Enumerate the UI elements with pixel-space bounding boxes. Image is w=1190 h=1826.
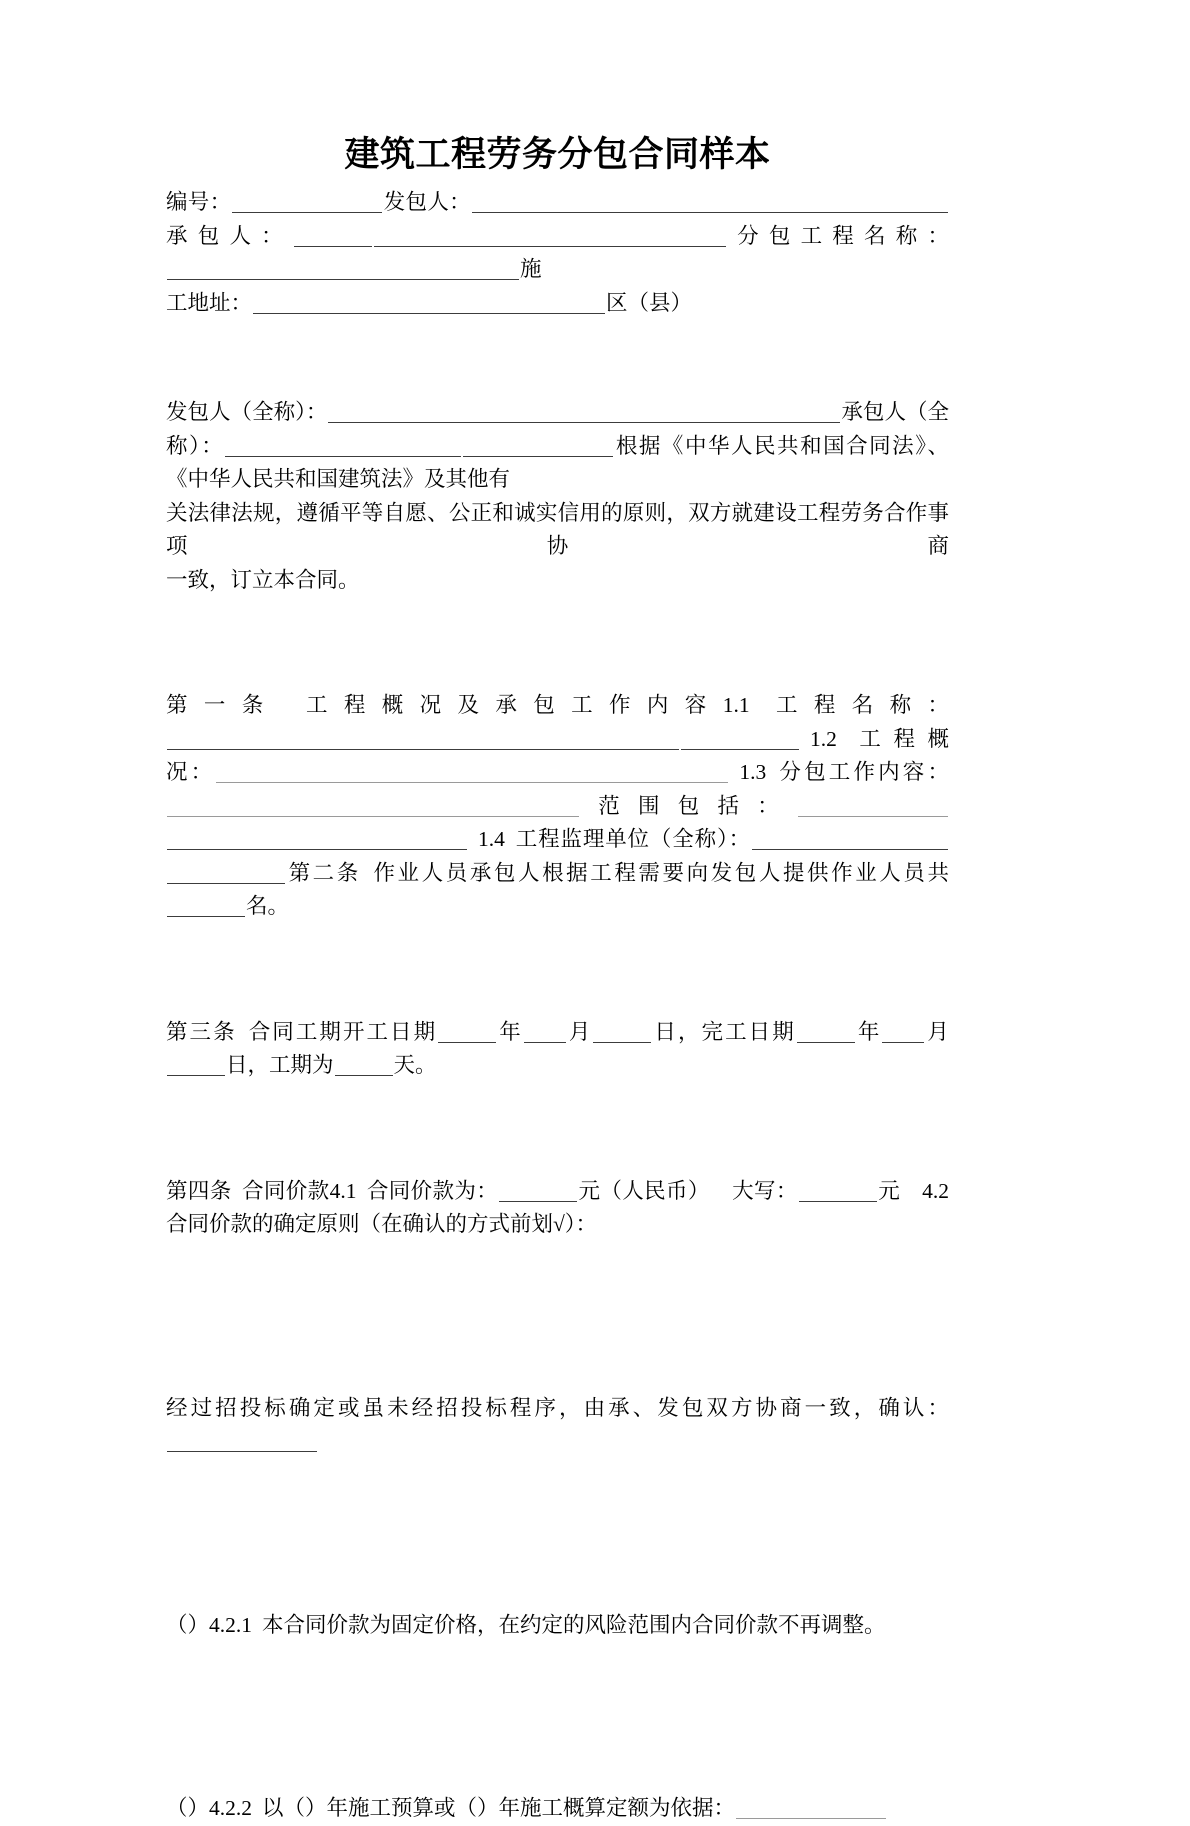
site-address-input-blank[interactable]	[253, 293, 605, 314]
header-fields-block	[166, 186, 949, 287]
contract-price-input-blank[interactable]	[499, 1181, 577, 1202]
preamble-line-3: 一致，订立本合同。	[166, 567, 360, 592]
start-year-input-blank[interactable]	[438, 1022, 496, 1043]
clause-4-2-1-text: 本合同价款为固定价格，在约定的风险范围内合同价款不再调整。	[262, 1612, 886, 1637]
article-three-block	[166, 1016, 949, 1083]
article-one-block	[166, 689, 949, 924]
finish-month-input-blank[interactable]	[882, 1022, 924, 1043]
article-two-body-part2: 名。	[246, 894, 290, 918]
clause-4-2-1-block	[166, 1609, 949, 1643]
subproject-name-input-blank[interactable]	[167, 259, 519, 280]
capital-amount-label: 大写：	[731, 1178, 798, 1203]
finish-day-input-blank[interactable]	[167, 1055, 225, 1076]
clause-4-2-2-number: 4.2.2	[209, 1796, 253, 1820]
supervisor-unit-input-blank-cont[interactable]	[167, 863, 285, 884]
clause-4-2-2-basis-input-blank[interactable]	[736, 1798, 886, 1819]
scope-input-blank-cont[interactable]	[167, 829, 467, 850]
currency-unit-2: 元	[877, 1178, 901, 1203]
contractor-label: 承包人：	[166, 223, 293, 248]
project-name-input-blank-cont[interactable]	[681, 729, 799, 750]
finish-year-input-blank[interactable]	[797, 1022, 855, 1043]
subproject-name-label: 分包工程名称：	[726, 223, 949, 248]
currency-unit: 元（人民币）	[578, 1178, 710, 1203]
spacer-after-bidding	[166, 1459, 949, 1551]
contractor-full-input-blank-cont[interactable]	[463, 436, 613, 457]
article-two-body-part1: 承包人根据工程需要向发包人提供作业人员共	[469, 860, 949, 885]
supervisor-unit-input-blank[interactable]	[752, 829, 948, 850]
finish-month-unit: 月	[925, 1019, 949, 1044]
contractor-full-label: 承包人（全称）：	[166, 400, 949, 458]
item-1-2-label: 工程概况：	[166, 726, 949, 784]
site-address-label: 工地址：	[166, 290, 253, 315]
scope-label: 范围包括：	[580, 793, 797, 818]
clause-4-2-2-checkbox[interactable]: （）	[166, 1796, 210, 1820]
preamble-line-2-row	[166, 497, 949, 564]
finish-date-label: 完工日期	[701, 1019, 796, 1044]
item-1-3-number: 1.3	[739, 760, 767, 784]
spacer-after-article-three	[166, 1083, 949, 1175]
spacer-extra-1	[166, 1334, 949, 1392]
bidding-clause-block	[166, 1392, 949, 1459]
item-1-1-number: 1.1	[722, 693, 750, 717]
clause-4-2-1-number: 4.2.1	[209, 1612, 253, 1637]
start-year-unit: 年	[497, 1019, 523, 1044]
item-1-3-label-part1: 分	[776, 760, 805, 784]
preamble-line-1: 根据《中华人民共和国合同法》、《中华人民共和国建筑法》及其他有	[166, 433, 949, 491]
page-title: 建筑工程劳务分包合同样本	[344, 135, 771, 174]
spacer-extra-3	[166, 1734, 949, 1792]
article-one-title: 工程概况及承包工作内容	[289, 693, 723, 717]
finish-year-unit: 年	[855, 1019, 882, 1044]
bidding-clause-text: 经过招投标确定或虽未经招投标程序，由承、发包双方协商一致，确认：	[166, 1395, 949, 1420]
start-month-input-blank[interactable]	[524, 1022, 566, 1043]
parties-block	[166, 396, 949, 497]
article-four-block	[166, 1175, 949, 1242]
number-input-blank[interactable]	[232, 192, 382, 213]
district-label: 区（县）	[606, 290, 693, 315]
employer-label: 发包人：	[383, 190, 471, 214]
capital-amount-input-blank[interactable]	[799, 1181, 877, 1202]
document-body	[166, 132, 949, 1826]
item-1-4-label: 工程监理单位（全称）：	[514, 827, 751, 851]
start-day-unit: 日，	[652, 1019, 702, 1044]
subcontract-work-input-blank[interactable]	[167, 796, 579, 817]
project-name-input-blank[interactable]	[167, 729, 679, 750]
bidding-confirm-input-blank[interactable]	[167, 1431, 317, 1452]
article-two-heading: 第二条	[286, 860, 361, 885]
item-1-1-label: 工程名称：	[759, 693, 949, 717]
start-date-label: 开工日期	[342, 1019, 438, 1044]
contractor-input-blank-cont[interactable]	[374, 226, 726, 247]
clause-4-2-2-block	[166, 1792, 949, 1826]
spacer-extra-2	[166, 1551, 949, 1609]
clause-4-2-1-checkbox[interactable]: （）	[166, 1612, 210, 1637]
site-prefix: 施	[520, 257, 542, 281]
spacer-after-article-two	[166, 924, 949, 1016]
article-two-title: 作业人员	[370, 860, 470, 885]
scope-input-blank[interactable]	[798, 796, 948, 817]
duration-days-unit: 天。	[393, 1053, 437, 1077]
item-4-1-number: 4.1	[329, 1178, 357, 1203]
preamble-line-2: 关法律法规，遵循平等自愿、公正和诚实信用的原则，双方就建设工程劳务合作事项协商	[166, 500, 949, 558]
start-month-unit: 月	[566, 1019, 593, 1044]
spacer-after-header	[166, 320, 949, 396]
employer-input-blank[interactable]	[472, 192, 948, 213]
item-1-4-number: 1.4	[478, 827, 505, 851]
employer-full-label: 发包人（全称）：	[166, 400, 328, 424]
clause-4-2-2-text: 以（）年施工预算或（）年施工概算定额为依据：	[262, 1796, 736, 1820]
item-4-2-label: 合同价款的确定原则（在确认的方式前划√）：	[166, 1212, 598, 1236]
preamble-line-3-row	[166, 564, 949, 598]
site-address-block	[166, 287, 949, 321]
contractor-full-input-blank[interactable]	[225, 436, 461, 457]
duration-label-2: 为	[312, 1053, 334, 1077]
article-three-heading: 第三条	[166, 1019, 237, 1044]
project-overview-input-blank[interactable]	[216, 762, 728, 783]
spacer-after-preamble	[166, 597, 949, 689]
start-day-input-blank[interactable]	[593, 1022, 651, 1043]
item-4-2-number: 4.2	[922, 1178, 949, 1203]
spacer-after-clause-421	[166, 1642, 949, 1734]
article-four-heading: 第四条	[166, 1178, 232, 1203]
item-4-1-label: 合同价款为：	[366, 1178, 499, 1203]
worker-count-input-blank[interactable]	[167, 896, 245, 917]
item-1-2-number: 1.2	[810, 726, 837, 751]
contractor-input-blank[interactable]	[294, 226, 372, 247]
number-label: 编号：	[166, 190, 232, 214]
duration-days-input-blank[interactable]	[335, 1055, 393, 1076]
duration-label: 工期	[269, 1053, 313, 1077]
item-1-3-label-part2: 包工作内容：	[804, 760, 949, 784]
finish-day-unit: 日，	[226, 1053, 270, 1077]
article-four-title: 合同价款	[241, 1178, 330, 1203]
spacer-after-article-four-intro	[166, 1242, 949, 1334]
article-three-title: 合同工期	[246, 1019, 343, 1044]
employer-full-input-blank[interactable]	[328, 402, 840, 423]
article-one-heading: 第一条	[166, 693, 280, 717]
